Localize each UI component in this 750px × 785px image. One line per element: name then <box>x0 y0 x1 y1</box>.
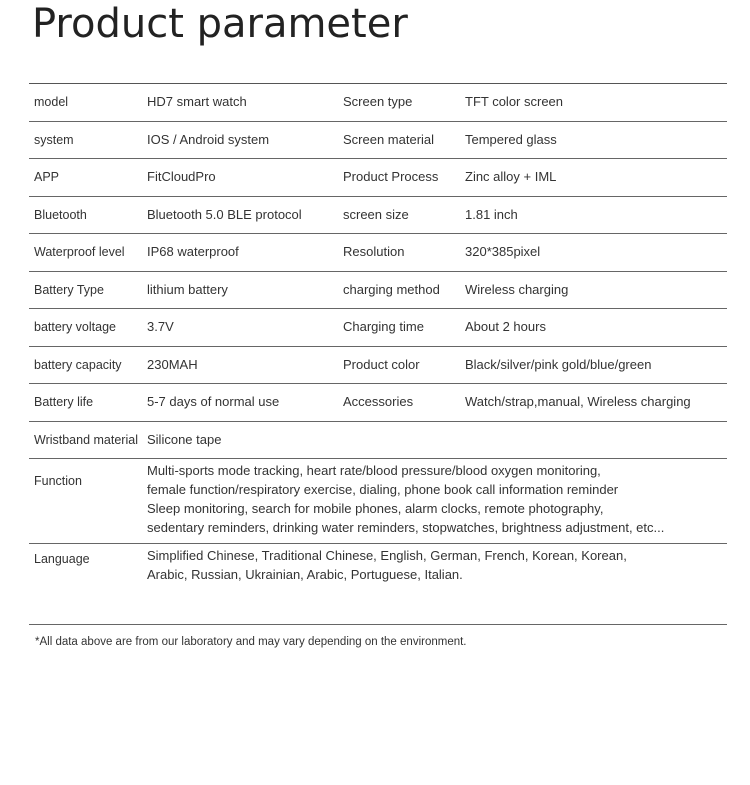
param-label: Wristband material <box>34 432 138 447</box>
param-value: TFT color screen <box>465 94 564 109</box>
param-label: APP <box>34 170 60 184</box>
table-row-language <box>29 544 727 590</box>
param-label: Language <box>34 552 90 566</box>
table-row-wristband <box>29 422 727 460</box>
function-line: female function/respiratory exercise, dialing, phone book call information reminder <box>147 482 619 497</box>
language-list <box>147 544 727 590</box>
table-row <box>29 384 727 422</box>
function-line: sedentary reminders, drinking water reminders, stopwatches, brightness adjustment, etc... <box>147 520 665 535</box>
param-value: FitCloudPro <box>147 169 216 184</box>
language-line: Arabic, Russian, Ukrainian, Arabic, Portuguese, Italian. <box>147 567 463 582</box>
param-value: Silicone tape <box>147 431 222 447</box>
param-label: Battery Type <box>34 282 104 297</box>
table-row <box>29 234 727 272</box>
param-label: battery capacity <box>34 357 122 372</box>
param-value: Bluetooth 5.0 BLE protocol <box>147 206 302 222</box>
table-row <box>29 347 727 385</box>
param-label: charging method <box>343 281 440 297</box>
param-label: screen size <box>343 206 409 222</box>
language-line: Simplified Chinese, Traditional Chinese, English, German, French, Korean, Korean, <box>147 548 627 563</box>
param-label: battery voltage <box>34 320 116 334</box>
param-value: Black/silver/pink gold/blue/green <box>465 356 652 372</box>
param-value: 5-7 days of normal use <box>147 394 280 409</box>
table-row <box>29 84 727 122</box>
param-label: Charging time <box>343 319 424 334</box>
param-value: About 2 hours <box>465 319 546 334</box>
param-value: Wireless charging <box>465 281 569 297</box>
table-row <box>29 159 727 197</box>
param-label: Screen material <box>343 131 435 147</box>
param-label: Accessories <box>343 394 414 409</box>
table-row-function <box>29 459 727 544</box>
param-label: Resolution <box>343 244 405 259</box>
footnote: *All data above are from our laboratory and may vary depending on the environment. <box>35 636 467 648</box>
param-value: 320*385pixel <box>465 244 541 259</box>
param-label: Battery life <box>34 395 94 409</box>
param-value: Tempered glass <box>465 131 557 147</box>
parameter-table <box>29 83 727 590</box>
param-label: Bluetooth <box>34 207 87 222</box>
param-value: IP68 waterproof <box>147 244 239 259</box>
function-line: Multi-sports mode tracking, heart rate/blood pressure/blood oxygen monitoring, <box>147 463 601 478</box>
table-row <box>29 272 727 310</box>
param-label: model <box>34 95 69 109</box>
param-label: system <box>34 132 74 147</box>
footnote-divider <box>29 624 727 625</box>
param-label: Waterproof level <box>34 245 125 259</box>
param-value: 1.81 inch <box>465 206 518 222</box>
param-label: Screen type <box>343 94 413 109</box>
function-list <box>147 459 727 543</box>
table-row <box>29 197 727 235</box>
page-title: Product parameter <box>32 1 408 47</box>
param-value: HD7 smart watch <box>147 94 247 109</box>
param-label: Product color <box>343 356 420 372</box>
param-value: Watch/strap,manual, Wireless charging <box>465 394 691 409</box>
param-value: IOS / Android system <box>147 131 270 147</box>
param-value: 230MAH <box>147 356 198 372</box>
table-row <box>29 122 727 160</box>
table-row <box>29 309 727 347</box>
param-label: Function <box>34 474 82 488</box>
param-value: Zinc alloy + IML <box>465 169 557 184</box>
param-value: 3.7V <box>147 319 174 334</box>
param-label: Product Process <box>343 169 439 184</box>
function-line: Sleep monitoring, search for mobile phones, alarm clocks, remote photography, <box>147 501 604 516</box>
param-value: lithium battery <box>147 281 228 297</box>
